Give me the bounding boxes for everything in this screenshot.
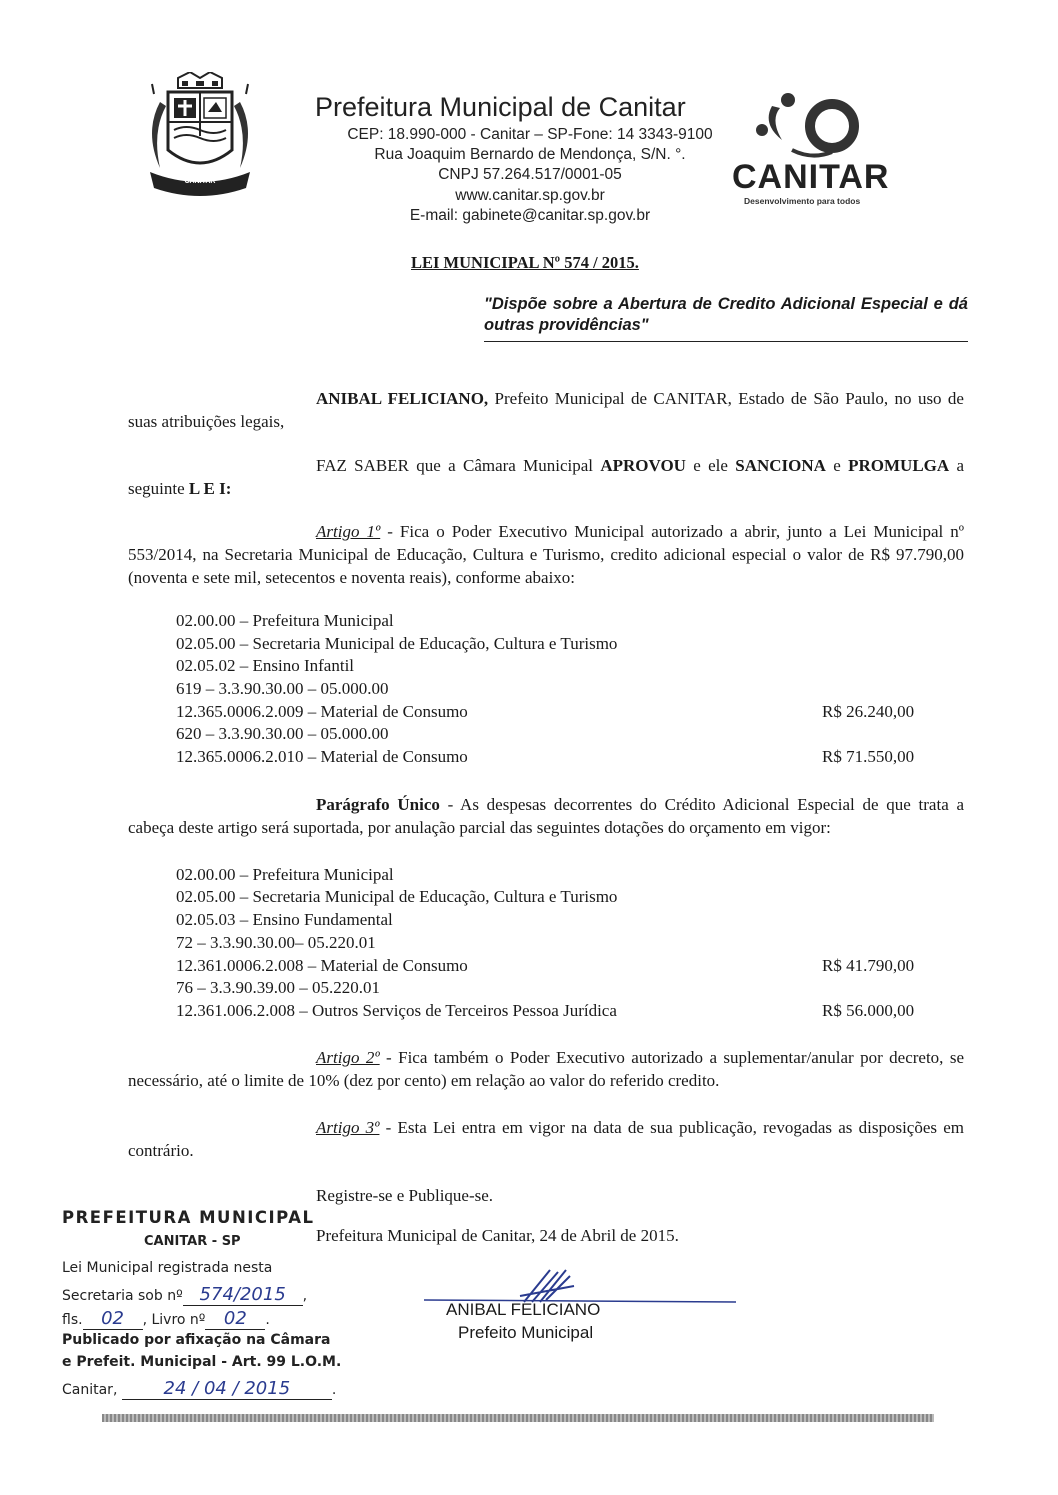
artigo-1-item: 619 – 3.3.90.30.00 – 05.000.00 bbox=[176, 679, 389, 698]
paragrafo-unico-text: - As despesas decorrentes do Crédito Adicional Especial de que trata a cabeça deste artigo será suportada, por anulação parcial das seguintes dotações do orçamento em vigor: bbox=[128, 795, 965, 837]
stamp-subtitle: CANITAR - SP bbox=[144, 1234, 241, 1249]
header-website: www.canitar.sp.gov.br bbox=[455, 187, 605, 204]
canitar-logo bbox=[732, 90, 922, 210]
registre-publique: Registre-se e Publique-se. bbox=[316, 1186, 494, 1205]
preamble-paragraph bbox=[128, 387, 964, 433]
ementa-rule bbox=[484, 341, 968, 342]
paragrafo-amount: R$ 41.790,00 bbox=[822, 956, 915, 975]
stamp-line: Secretaria sob nº 574/2015 , bbox=[62, 1284, 308, 1305]
page-title: Prefeitura Municipal de Canitar bbox=[315, 92, 686, 122]
artigo-3-label: Artigo 3º bbox=[316, 1118, 380, 1137]
paragrafo-item: 02.05.03 – Ensino Fundamental bbox=[176, 910, 393, 929]
logo-wordmark: CANITAR bbox=[732, 158, 890, 196]
municipal-crest-icon bbox=[138, 72, 262, 200]
header-cep-phone: CEP: 18.990-000 - Canitar – SP-Fone: 14 3343-9100 bbox=[347, 126, 713, 143]
stamp-handwritten-value: 24 / 04 / 2015 bbox=[122, 1378, 332, 1400]
faz-saber-text: e bbox=[825, 456, 849, 475]
paragrafo-unico-paragraph bbox=[128, 793, 964, 839]
signature-role: Prefeito Municipal bbox=[458, 1323, 594, 1342]
lei-text: L E I: bbox=[188, 479, 232, 498]
artigo-3-paragraph bbox=[128, 1116, 964, 1162]
header-email: E-mail: gabinete@canitar.sp.gov.br bbox=[409, 207, 651, 224]
artigo-2-label: Artigo 2º bbox=[316, 1048, 380, 1067]
sanciona-text: SANCIONA bbox=[735, 456, 826, 475]
header-cnpj: CNPJ 57.264.517/0001-05 bbox=[438, 166, 622, 183]
registration-stamp bbox=[62, 1208, 362, 1408]
stamp-line: Canitar, 24 / 04 / 2015 . bbox=[62, 1378, 337, 1399]
artigo-1-amount: R$ 71.550,00 bbox=[822, 747, 915, 766]
stamp-line: Lei Municipal registrada nesta bbox=[62, 1260, 273, 1276]
artigo-1-label: Artigo 1º bbox=[316, 522, 381, 541]
paragrafo-unico-label: Parágrafo Único bbox=[316, 795, 440, 814]
stamp-line: fls. 02 , Livro nº 02 . bbox=[62, 1308, 270, 1329]
scan-edge-bar bbox=[102, 1414, 934, 1422]
artigo-2-text: - Fica também o Poder Executivo autorizado a suplementar/anular por decreto, se necessário, até o limite de 10% (dez por cento) em relação ao valor do referido credito. bbox=[128, 1048, 965, 1090]
artigo-1-item: 02.05.02 – Ensino Infantil bbox=[176, 656, 355, 675]
stamp-line: e Prefeit. Municipal - Art. 99 L.O.M. bbox=[62, 1354, 342, 1370]
artigo-1-text: - Fica o Poder Executivo Municipal autorizado a abrir, junto a Lei Municipal nº 553/2014, na Secretaria Municipal de Educação, Cultura e Turismo, credito adicional especial o valor de R$ 97.790,00 (noventa e sete mil, setecentos e noventa reais), conforme abaixo: bbox=[128, 522, 964, 587]
stamp-handwritten-value: 02 bbox=[83, 1308, 143, 1330]
law-ementa: "Dispõe sobre a Abertura de Credito Adicional Especial e dá outras providências" bbox=[484, 295, 968, 334]
canitar-logo-icon bbox=[732, 90, 922, 160]
artigo-1-item: 02.00.00 – Prefeitura Municipal bbox=[176, 611, 394, 630]
stamp-handwritten-value: 574/2015 bbox=[183, 1284, 303, 1306]
paragrafo-item: 12.361.006.2.008 – Outros Serviços de Terceiros Pessoa Jurídica bbox=[176, 1001, 617, 1020]
place-date: Prefeitura Municipal de Canitar, 24 de Abril de 2015. bbox=[316, 1226, 679, 1245]
faz-saber-text: a seguinte bbox=[128, 456, 965, 498]
promulga-text: PROMULGA bbox=[848, 456, 950, 475]
stamp-line: Publicado por afixação na Câmara bbox=[62, 1332, 331, 1348]
stamp-label: Secretaria sob nº bbox=[62, 1288, 183, 1304]
law-title: LEI MUNICIPAL Nº 574 / 2015. bbox=[411, 253, 639, 272]
stamp-title: PREFEITURA MUNICIPAL bbox=[62, 1208, 315, 1227]
aprovou-text: APROVOU bbox=[600, 456, 686, 475]
logo-tagline: Desenvolvimento para todos bbox=[744, 196, 861, 206]
crest-banner-text: CANITAR bbox=[184, 178, 216, 185]
faz-saber-text: e ele bbox=[685, 456, 736, 475]
artigo-2-paragraph bbox=[128, 1046, 964, 1092]
stamp-handwritten-value: 02 bbox=[205, 1308, 265, 1330]
stamp-label: fls. bbox=[62, 1312, 83, 1328]
paragrafo-item: 12.361.0006.2.008 – Material de Consumo bbox=[176, 956, 468, 975]
artigo-1-item: 12.365.0006.2.010 – Material de Consumo bbox=[176, 747, 468, 766]
paragrafo-item: 02.00.00 – Prefeitura Municipal bbox=[176, 865, 394, 884]
mayor-name: ANIBAL FELICIANO, bbox=[316, 389, 489, 408]
artigo-1-amount: R$ 26.240,00 bbox=[822, 702, 915, 721]
artigo-1-item: 620 – 3.3.90.30.00 – 05.000.00 bbox=[176, 724, 389, 743]
preamble-text: Prefeito Municipal de CANITAR, Estado de São Paulo, no uso de suas atribuições legais, bbox=[128, 389, 964, 431]
paragrafo-amount: R$ 56.000,00 bbox=[822, 1001, 915, 1020]
faz-saber-text: FAZ SABER que a Câmara Municipal bbox=[316, 456, 601, 475]
artigo-1-item: 02.05.00 – Secretaria Municipal de Educação, Cultura e Turismo bbox=[176, 634, 618, 653]
stamp-label: Canitar, bbox=[62, 1382, 118, 1398]
stamp-label: , Livro nº bbox=[142, 1312, 206, 1328]
faz-saber-paragraph bbox=[128, 454, 964, 500]
artigo-1-item: 12.365.0006.2.009 – Material de Consumo bbox=[176, 702, 468, 721]
signature-name: ANIBAL FELICIANO bbox=[446, 1300, 601, 1319]
header-address: Rua Joaquim Bernardo de Mendonça, S/N. °. bbox=[374, 146, 686, 163]
paragrafo-item: 76 – 3.3.90.39.00 – 05.220.01 bbox=[176, 978, 380, 997]
paragrafo-item: 02.05.00 – Secretaria Municipal de Educação, Cultura e Turismo bbox=[176, 887, 618, 906]
paragrafo-item: 72 – 3.3.90.30.00– 05.220.01 bbox=[176, 933, 376, 952]
artigo-3-text: - Esta Lei entra em vigor na data de sua publicação, revogadas as disposições em contrário. bbox=[128, 1118, 964, 1160]
artigo-1-paragraph bbox=[128, 520, 964, 589]
